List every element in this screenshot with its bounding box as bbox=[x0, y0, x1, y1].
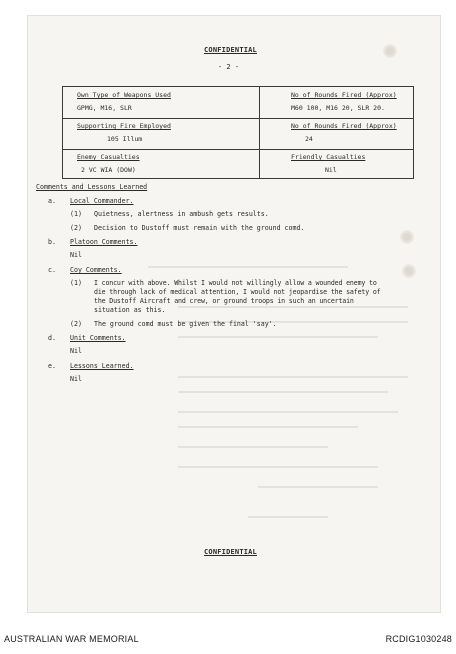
own-weapons-label: Own Type of Weapons Used bbox=[77, 91, 171, 99]
unit-comments-heading: Unit Comments. bbox=[70, 334, 126, 342]
item-letter-b: b. bbox=[48, 238, 56, 246]
coy-comment-1-line-3: the Dustoff Aircraft and crew, or ground troops in such an uncertain bbox=[94, 297, 354, 305]
page-number: - 2 - bbox=[218, 63, 240, 71]
lessons-learned-heading: Lessons Learned. bbox=[70, 362, 134, 370]
archive-footer-left: AUSTRALIAN WAR MEMORIAL bbox=[4, 634, 139, 644]
top-classification: CONFIDENTIAL bbox=[204, 46, 257, 54]
coy-comment-1-line-4: situation as this. bbox=[94, 306, 166, 314]
own-weapons-value: GPMG, M16, SLR bbox=[77, 104, 132, 112]
supporting-fire-value: 105 Illum bbox=[107, 135, 143, 143]
table-divider-vertical bbox=[259, 87, 260, 178]
coy-comment-1-line-1: I concur with above. Whilst I would not willingly allow a wounded enemy to bbox=[94, 279, 377, 287]
rounds-fired-value-1: M60 100, M16 20, SLR 20. bbox=[291, 104, 385, 112]
platoon-comments-heading: Platoon Comments. bbox=[70, 238, 138, 246]
comments-section-heading: Comments and Lessons Learned bbox=[36, 183, 148, 191]
lessons-learned-value: Nil bbox=[70, 375, 82, 383]
local-comment-2-num: (2) bbox=[70, 224, 82, 232]
archive-footer-right: RCDIG1030248 bbox=[385, 634, 452, 644]
enemy-casualties-label: Enemy Casualties bbox=[77, 153, 140, 161]
local-comment-1: Quietness, alertness in ambush gets results. bbox=[94, 210, 269, 218]
friendly-casualties-value: Nil bbox=[325, 166, 337, 174]
coy-comment-1-line-2: die through lack of medical attention, I would not jeopardise the safety of bbox=[94, 288, 381, 296]
item-letter-c: c. bbox=[48, 266, 56, 274]
punch-hole-top bbox=[383, 44, 397, 58]
platoon-comments-value: Nil bbox=[70, 251, 82, 259]
local-commander-heading: Local Commander. bbox=[70, 197, 134, 205]
enemy-casualties-value: 2 VC WIA (DOW) bbox=[81, 166, 136, 174]
local-comment-2: Decision to Dustoff must remain with the ground comd. bbox=[94, 224, 305, 232]
local-comment-1-num: (1) bbox=[70, 210, 82, 218]
coy-comment-2: The ground comd must be given the final 'say'. bbox=[94, 320, 277, 328]
table-divider-1 bbox=[63, 118, 413, 119]
coy-comments-heading: Coy Comments. bbox=[70, 266, 122, 274]
item-letter-a: a. bbox=[48, 197, 56, 205]
coy-comment-2-num: (2) bbox=[70, 320, 82, 328]
item-letter-d: d. bbox=[48, 334, 56, 342]
table-divider-2 bbox=[63, 149, 413, 150]
item-letter-e: e. bbox=[48, 362, 56, 370]
unit-comments-value: Nil bbox=[70, 347, 82, 355]
punch-hole-mid bbox=[400, 230, 414, 244]
document-page bbox=[28, 16, 440, 612]
supporting-fire-label: Supporting Fire Employed bbox=[77, 122, 171, 130]
rounds-fired-label-1: No of Rounds Fired (Approx) bbox=[291, 91, 397, 99]
coy-comment-1-num: (1) bbox=[70, 279, 82, 287]
bottom-classification: CONFIDENTIAL bbox=[204, 548, 257, 556]
friendly-casualties-label: Friendly Casualties bbox=[291, 153, 366, 161]
rounds-fired-value-2: 24 bbox=[305, 135, 313, 143]
punch-hole-low bbox=[402, 264, 416, 278]
rounds-fired-label-2: No of Rounds Fired (Approx) bbox=[291, 122, 397, 130]
weapons-casualties-table bbox=[62, 86, 414, 179]
